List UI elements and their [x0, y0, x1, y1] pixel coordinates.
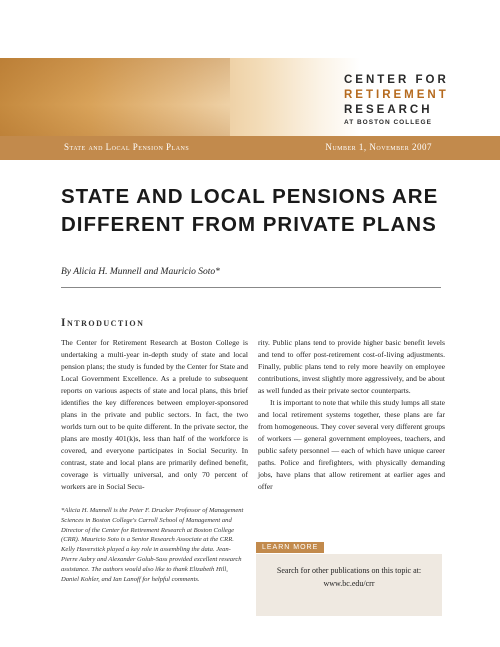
- paragraph: The Center for Retirement Research at Boston College is undertaking a multi-year in-depth study of state and local pension plans; the study is funded by the Center for State and Local Government Excellence. As a prelude to subsequent reports on various aspects of state and local plans, this brief identifies the key differences between employer-sponsored plans in the private and public sectors. In fact, the two worlds turn out to be quite different. In the private sector, the plans are mostly 401(k)s, less than half of the workforce is covered, and everyone participates in Social Security. In contrast, state and local plans are primarily defined benefit, coverage is virtually universal, and only 70 percent of workers are in Social Secu-: [61, 338, 248, 491]
- series-band: [0, 136, 500, 160]
- byline: By Alicia H. Munnell and Mauricio Soto*: [61, 267, 220, 277]
- issue-number: Number 1, November 2007: [325, 142, 432, 152]
- learn-more-text: Search for other publications on this topic at:: [276, 566, 422, 575]
- series-name: State and Local Pension Plans: [64, 142, 190, 152]
- logo-line-2: RETIREMENT: [344, 89, 449, 101]
- right-column: [258, 337, 445, 493]
- logo-line-4: AT BOSTON COLLEGE: [344, 119, 432, 126]
- learn-more-box: [256, 536, 442, 616]
- crr-logo: [344, 73, 494, 128]
- paragraph: rity. Public plans tend to provide higher basic benefit levels and tend to offer post-retirement cost-of-living adjustments. Finally, public plans tend to rely more heavily on employee contributions, invest slightly more aggressively, and be about as well funded as their private sector counterparts.: [258, 338, 445, 395]
- title-line-2: DIFFERENT FROM PRIVATE PLANS: [61, 213, 437, 236]
- author-footnote: *Alicia H. Munnell is the Peter F. Drucker Professor of Management Sciences in Boston College's Carroll School of Management and Director of the Center for Retirement Research at Boston College (CRR). Mauricio Soto is a Senior Research Associate at the CRR. Kelly Haverstick played a key role in assembling the data. Jean-Pierre Aubry and Alexander Golub-Sass provided excellent research assistance. The authors would also like to thank Elizabeth Hill, Daniel Kohler, and Ian Lanoff for helpful comments.: [61, 507, 244, 583]
- learn-more-content: [256, 554, 442, 616]
- section-heading: Introduction: [61, 317, 145, 329]
- logo-line-1: CENTER FOR: [344, 74, 449, 86]
- learn-more-tab: LEARN MORE: [256, 542, 324, 553]
- paragraph: It is important to note that while this study lumps all state and local retirement systems together, these plans are far from homogeneous. They cover several very different groups of workers — general government employees, teachers, and public safety personnel — each of which have unique career paths. Police and firefighters, with physically demanding jobs, have plans that allow retirement at earlier ages and offer: [258, 398, 445, 491]
- title-line-1: STATE AND LOCAL PENSIONS ARE: [61, 185, 439, 208]
- left-column: [61, 337, 248, 493]
- document-title: [61, 183, 461, 239]
- learn-more-link[interactable]: www.bc.edu/crr: [323, 579, 375, 588]
- logo-line-3: RESEARCH: [344, 104, 433, 116]
- divider: [61, 287, 441, 288]
